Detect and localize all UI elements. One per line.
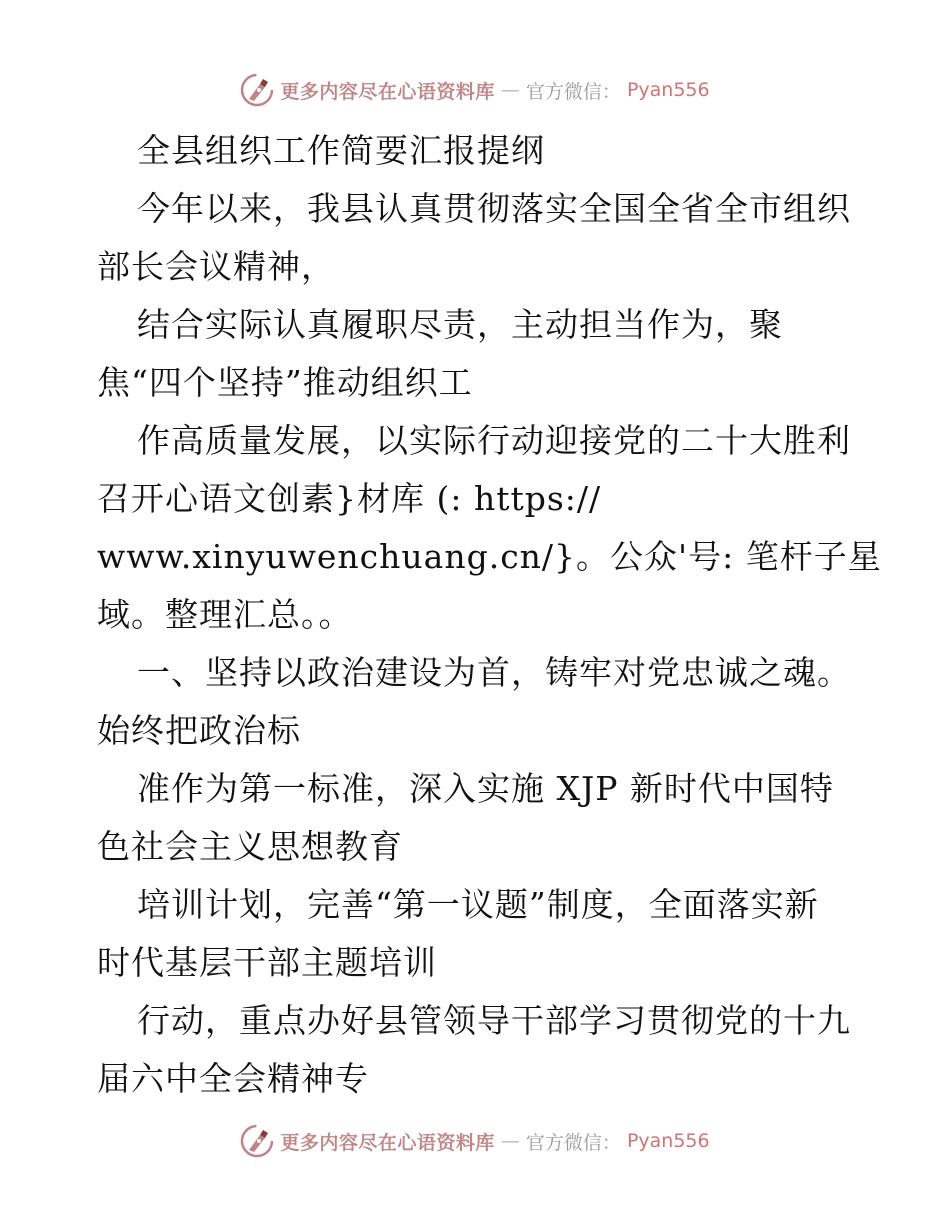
header-wechat-id: Pyan556 <box>626 79 710 101</box>
text-line: 作高质量发展，以实际行动迎接党的二十大胜利 <box>137 421 851 460</box>
footer-wechat-label: 官方微信： <box>525 1131 621 1154</box>
text-line: 时代基层干部主题培训 <box>97 943 437 982</box>
text-line: www.xinyuwenchuang.cn/}。公众'号: 笔杆子星 <box>97 537 882 576</box>
header-separator: — <box>500 79 520 101</box>
text-line: 届六中全会精神专 <box>97 1059 369 1098</box>
text-line: 始终把政治标 <box>97 711 301 750</box>
document-title: 全县组织工作简要汇报提纲 <box>137 131 545 170</box>
footer-separator: — <box>500 1130 520 1152</box>
text-line: 培训计划，完善“第一议题”制度，全面落实新 <box>137 885 819 924</box>
text-line: 召开心语文创素}材库 (: https:// <box>97 479 602 518</box>
text-line: 今年以来，我县认真贯彻落实全国全省全市组织 <box>137 189 851 228</box>
footer-brand-text: 更多内容尽在心语资料库 <box>280 1131 495 1154</box>
text-line: 色社会主义思想教育 <box>97 827 403 866</box>
pen-nib-logo-icon <box>240 73 274 107</box>
text-line: 域。整理汇总。。 <box>97 595 353 634</box>
header-brand-text: 更多内容尽在心语资料库 <box>280 80 495 103</box>
text-line: 准作为第一标准，深入实施 XJP 新时代中国特 <box>137 769 834 808</box>
text-line: 部长会议精神， <box>97 247 335 286</box>
text-line: 行动，重点办好县管领导干部学习贯彻党的十九 <box>137 1001 851 1040</box>
footer-wechat-id: Pyan556 <box>626 1130 710 1152</box>
header-wechat-label: 官方微信： <box>525 80 621 103</box>
document-body <box>97 122 882 1108</box>
text-line: 焦“四个坚持”推动组织工 <box>97 363 473 402</box>
section-heading-line: 一、坚持以政治建设为首，铸牢对党忠诚之魂。 <box>137 653 851 692</box>
text-line: 结合实际认真履职尽责，主动担当作为，聚 <box>137 305 783 344</box>
header-banner <box>0 70 950 110</box>
footer-banner <box>0 1121 950 1161</box>
pen-nib-logo-icon <box>240 1124 274 1158</box>
